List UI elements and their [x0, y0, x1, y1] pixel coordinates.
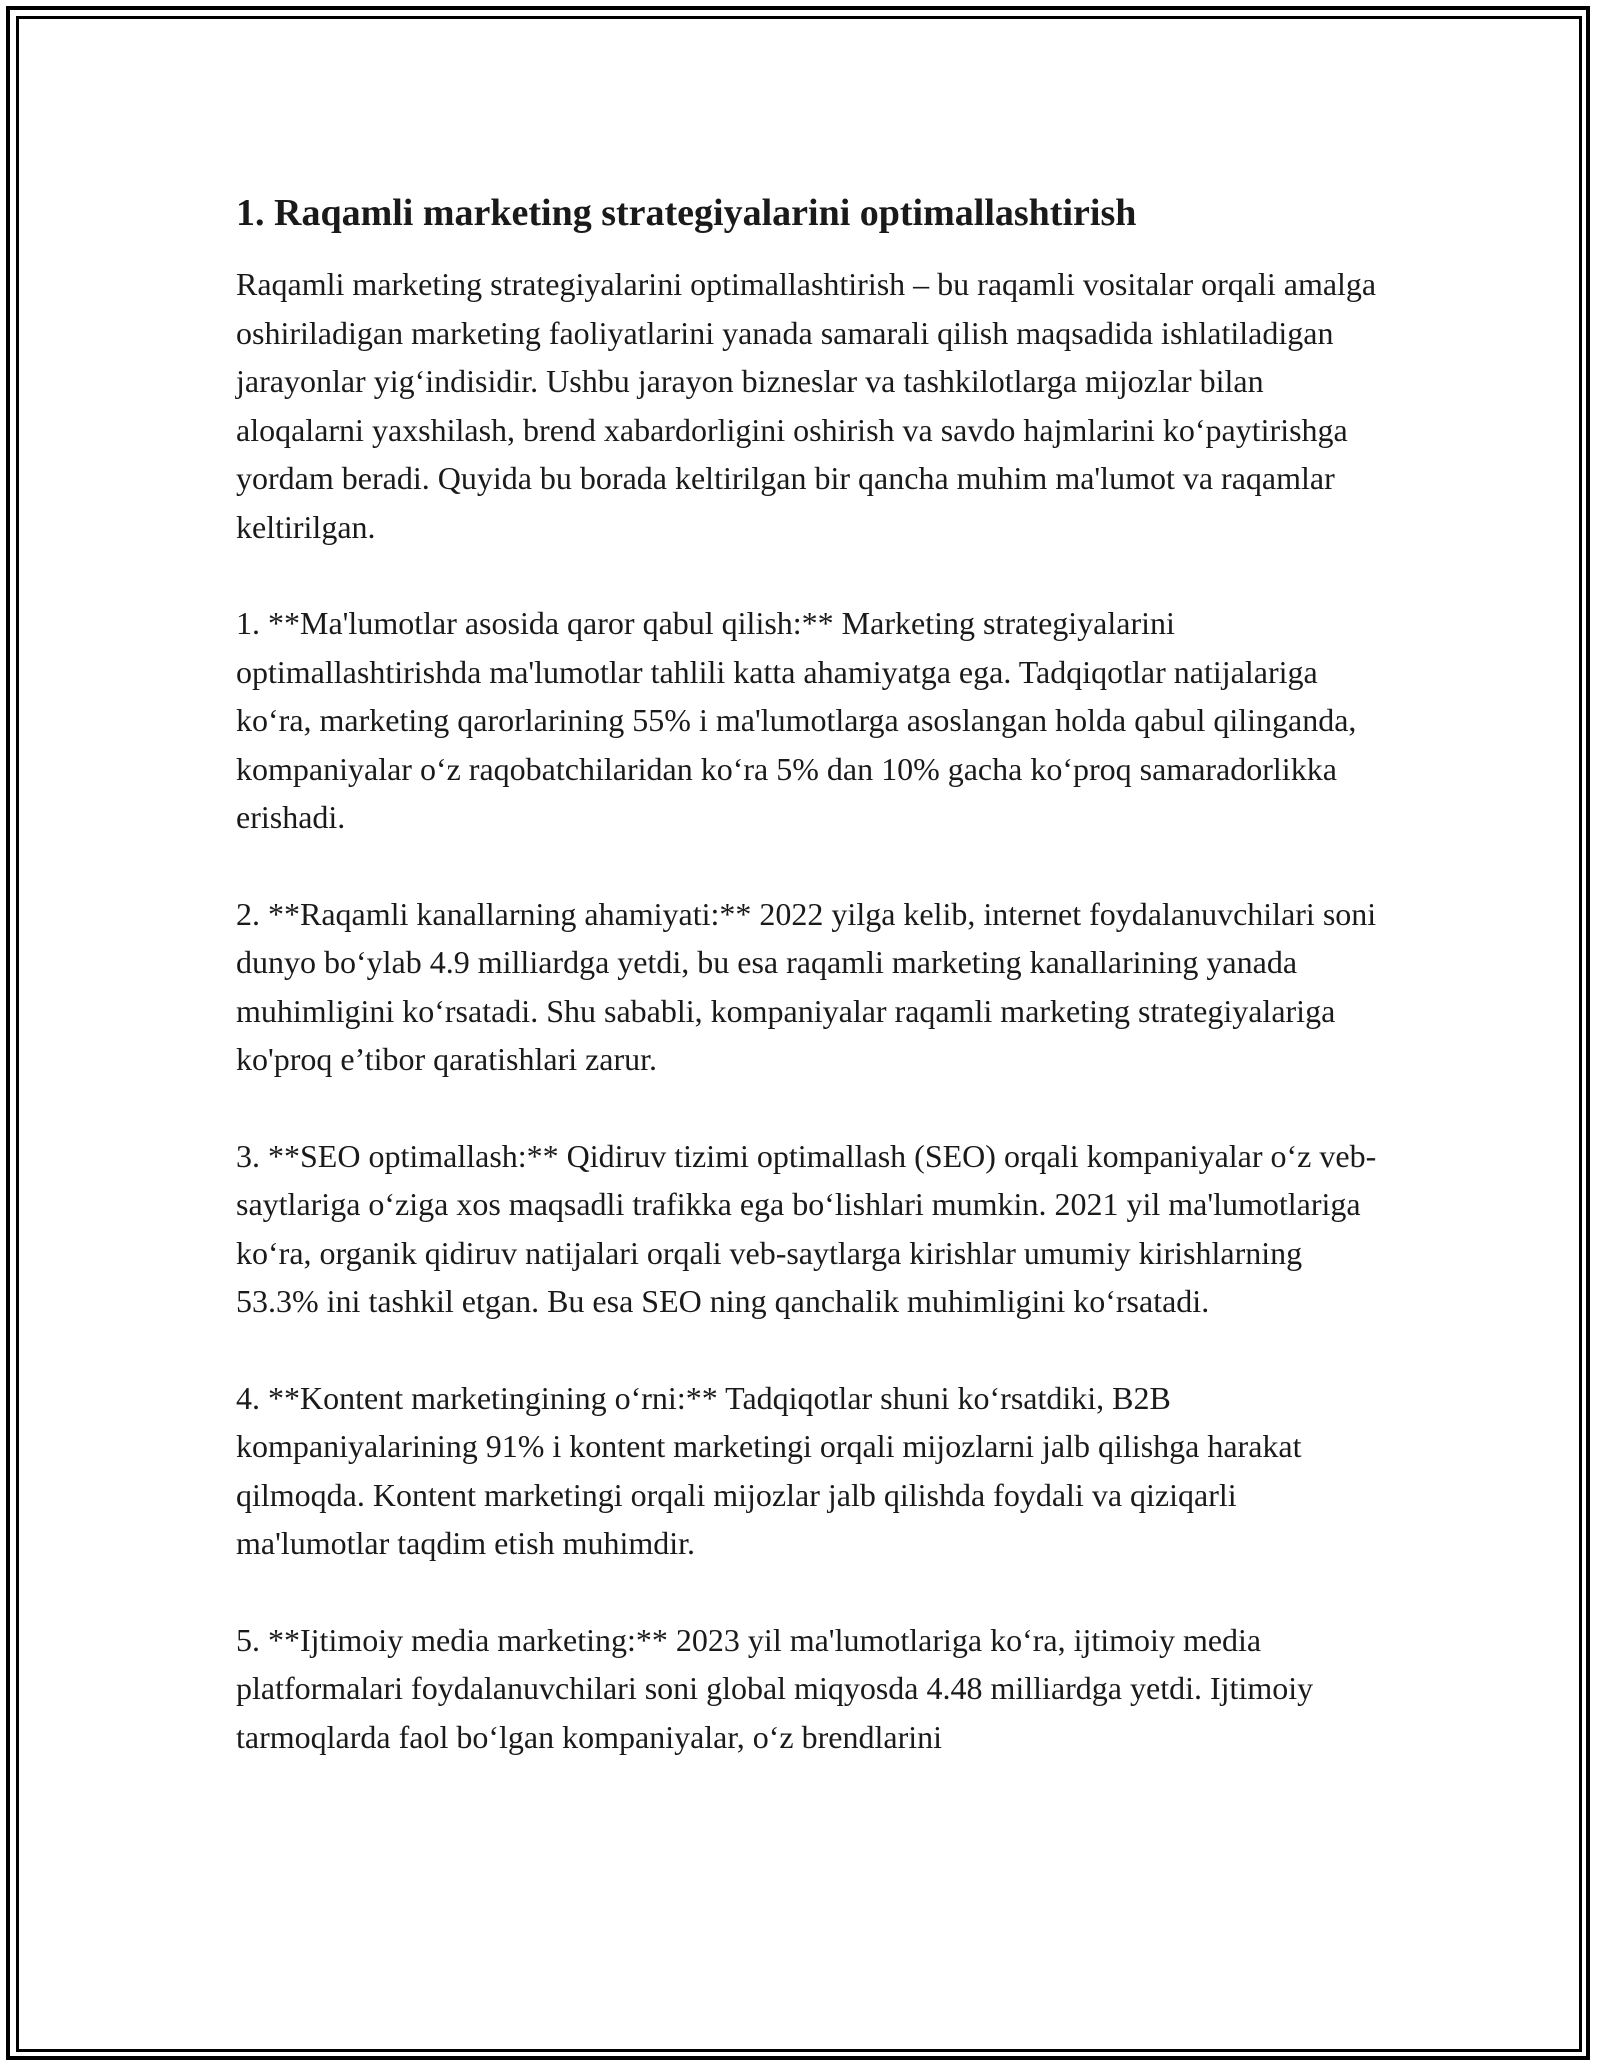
intro-paragraph: Raqamli marketing strategiyalarini optimallashtirish – bu raqamli vositalar orqali amalga oshiriladigan marketing faoliyatlarini yanada samarali qilish maqsadida ishlatiladigan jarayonlar yig‘indisidir. Ushbu jarayon bizneslar va tashkilotlarga mijozlar bilan aloqalarni yaxshilash, brend xabardorligini oshirish va savdo hajmlarini ko‘paytirishga yordam beradi. Quyida bu borada keltirilgan bir qancha muhim ma'lumot va raqamlar keltirilgan. — [236, 266, 1377, 545]
list-item-data-driven-decisions: 1. **Ma'lumotlar asosida qaror qabul qilish:** Marketing strategiyalarini optimallashtirishda ma'lumotlar tahlili katta ahamiyatga ega. Tadqiqotlar natijalariga ko‘ra, marketing qarorlarining 55% i ma'lumotlarga asoslangan holda qabul qilinganda, kompaniyalar o‘z raqobatchilaridan ko‘ra 5% dan 10% gacha ko‘proq samaradorlikka erishadi. — [236, 605, 1357, 835]
document-body — [236, 186, 1386, 1809]
list-item-seo-optimization: 3. **SEO optimallash:** Qidiruv tizimi optimallash (SEO) orqali kompaniyalar o‘z veb-saytlariga o‘ziga xos maqsadli trafikka ega bo‘lishlari mumkin. 2021 yil ma'lumotlariga ko‘ra, organik qidiruv natijalari orqali veb-saytlarga kirishlar umumiy kirishlarning 53.3% ini tashkil etgan. Bu esa SEO ning qanchalik muhimligini ko‘rsatadi. — [236, 1137, 1377, 1319]
list-item-digital-channels: 2. **Raqamli kanallarning ahamiyati:** 2022 yilga kelib, internet foydalanuvchilari soni dunyo bo‘ylab 4.9 milliardga yetdi, bu esa raqamli marketing kanallarining yanada muhimligini ko‘rsatadi. Shu sababli, kompaniyalar raqamli marketing strategiyalariga ko'proq e’tibor qaratishlari zarur. — [236, 895, 1377, 1077]
list-item-social-media-marketing: 5. **Ijtimoiy media marketing:** 2023 yil ma'lumotlariga ko‘ra, ijtimoiy media platformalari foydalanuvchilari soni global miqyosda 4.48 milliardga yetdi. Ijtimoiy tarmoqlarda faol bo‘lgan kompaniyalar, o‘z brendlarini — [236, 1621, 1314, 1755]
list-item-content-marketing: 4. **Kontent marketingining o‘rni:** Tadqiqotlar shuni ko‘rsatdiki, B2B kompaniyalarining 91% i kontent marketingi orqali mijozlarni jalb qilishga harakat qilmoqda. Kontent marketingi orqali mijozlar jalb qilishda foydali va qiziqarli ma'lumotlar taqdim etish muhimdir. — [236, 1379, 1302, 1561]
section-heading: 1. Raqamli marketing strategiyalarini optimallashtirish — [236, 192, 1137, 234]
